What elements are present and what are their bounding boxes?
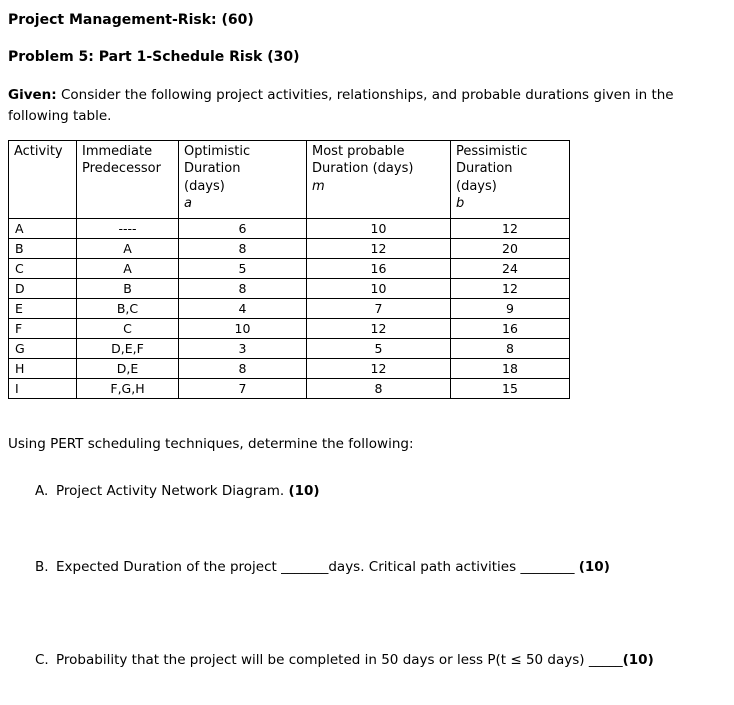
cell-optimistic: 6 (179, 218, 307, 238)
cell-predecessor: ---- (77, 218, 179, 238)
cell-probable: 7 (307, 298, 451, 318)
header-line: Duration (184, 161, 241, 177)
table-row (9, 218, 570, 238)
item-points-b: (10) (578, 559, 610, 576)
header-line: Optimistic (184, 143, 251, 159)
header-line: (days) (456, 178, 497, 194)
cell-optimistic: 8 (179, 358, 307, 378)
cell-pessimistic: 15 (451, 378, 570, 398)
cell-pessimistic: 12 (451, 218, 570, 238)
cell-predecessor: B (77, 278, 179, 298)
header-symbol-a: a (184, 196, 192, 212)
cell-optimistic: 8 (179, 238, 307, 258)
activity-table (8, 140, 570, 399)
cell-optimistic: 4 (179, 298, 307, 318)
item-label-b: B. (35, 559, 49, 576)
cell-probable: 12 (307, 238, 451, 258)
given-label: Given: (8, 87, 57, 103)
given-paragraph (8, 85, 718, 127)
cell-activity: H (9, 358, 77, 378)
item-label-c: C. (35, 652, 49, 669)
cell-pessimistic: 20 (451, 238, 570, 258)
cell-activity: E (9, 298, 77, 318)
cell-probable: 10 (307, 278, 451, 298)
header-line: Pessimistic (456, 143, 528, 159)
cell-activity: D (9, 278, 77, 298)
header-line: Immediate (82, 143, 153, 159)
table-row (9, 298, 570, 318)
header-pessimistic-duration (451, 140, 570, 218)
header-most-probable-duration (307, 140, 451, 218)
table-row (9, 338, 570, 358)
cell-predecessor: A (77, 238, 179, 258)
cell-pessimistic: 8 (451, 338, 570, 358)
cell-optimistic: 10 (179, 318, 307, 338)
given-text: Consider the following project activities, relationships, and probable durations given in the following table. (8, 87, 674, 124)
cell-activity: A (9, 218, 77, 238)
question-item-a (8, 481, 726, 501)
header-line: Predecessor (82, 161, 161, 177)
cell-predecessor: C (77, 318, 179, 338)
item-label-a: A. (35, 482, 49, 499)
document-title: Project Management-Risk: (60) (8, 12, 254, 28)
cell-optimistic: 8 (179, 278, 307, 298)
header-immediate-predecessor (77, 140, 179, 218)
header-line: Most probable (312, 143, 405, 159)
cell-pessimistic: 24 (451, 258, 570, 278)
table-row (9, 278, 570, 298)
cell-pessimistic: 18 (451, 358, 570, 378)
cell-activity: F (9, 318, 77, 338)
cell-probable: 10 (307, 218, 451, 238)
item-points-a: (10) (288, 482, 320, 499)
header-line: Activity (14, 143, 63, 159)
header-symbol-m: m (312, 178, 325, 194)
cell-probable: 12 (307, 318, 451, 338)
item-text-c: Probability that the project will be completed in 50 days or less P(t ≤ 50 days) _____ (56, 652, 623, 669)
table-row (9, 318, 570, 338)
item-text-a: Project Activity Network Diagram. (56, 482, 289, 499)
question-item-c (8, 650, 726, 670)
cell-predecessor: D,E,F (77, 338, 179, 358)
header-line: Duration (days) (312, 161, 414, 177)
pert-instruction: Using PERT scheduling techniques, determine the following: (8, 435, 414, 452)
cell-predecessor: A (77, 258, 179, 278)
item-points-c: (10) (622, 652, 654, 669)
question-item-b (8, 557, 726, 577)
header-symbol-b: b (456, 196, 465, 212)
cell-pessimistic: 9 (451, 298, 570, 318)
cell-optimistic: 3 (179, 338, 307, 358)
table-header-row (9, 140, 570, 218)
cell-probable: 12 (307, 358, 451, 378)
cell-activity: G (9, 338, 77, 358)
cell-predecessor: B,C (77, 298, 179, 318)
cell-activity: B (9, 238, 77, 258)
problem-heading: Problem 5: Part 1-Schedule Risk (30) (8, 49, 300, 65)
table-row (9, 358, 570, 378)
header-activity (9, 140, 77, 218)
cell-pessimistic: 16 (451, 318, 570, 338)
cell-predecessor: D,E (77, 358, 179, 378)
cell-predecessor: F,G,H (77, 378, 179, 398)
header-line: (days) (184, 178, 225, 194)
cell-probable: 5 (307, 338, 451, 358)
cell-activity: C (9, 258, 77, 278)
cell-optimistic: 5 (179, 258, 307, 278)
cell-pessimistic: 12 (451, 278, 570, 298)
table-row (9, 258, 570, 278)
cell-probable: 8 (307, 378, 451, 398)
item-text-b: Expected Duration of the project _______days. Critical path activities ________ (56, 559, 579, 576)
cell-probable: 16 (307, 258, 451, 278)
table-row (9, 378, 570, 398)
table-row (9, 238, 570, 258)
header-line: Duration (456, 161, 513, 177)
cell-activity: I (9, 378, 77, 398)
cell-optimistic: 7 (179, 378, 307, 398)
header-optimistic-duration (179, 140, 307, 218)
